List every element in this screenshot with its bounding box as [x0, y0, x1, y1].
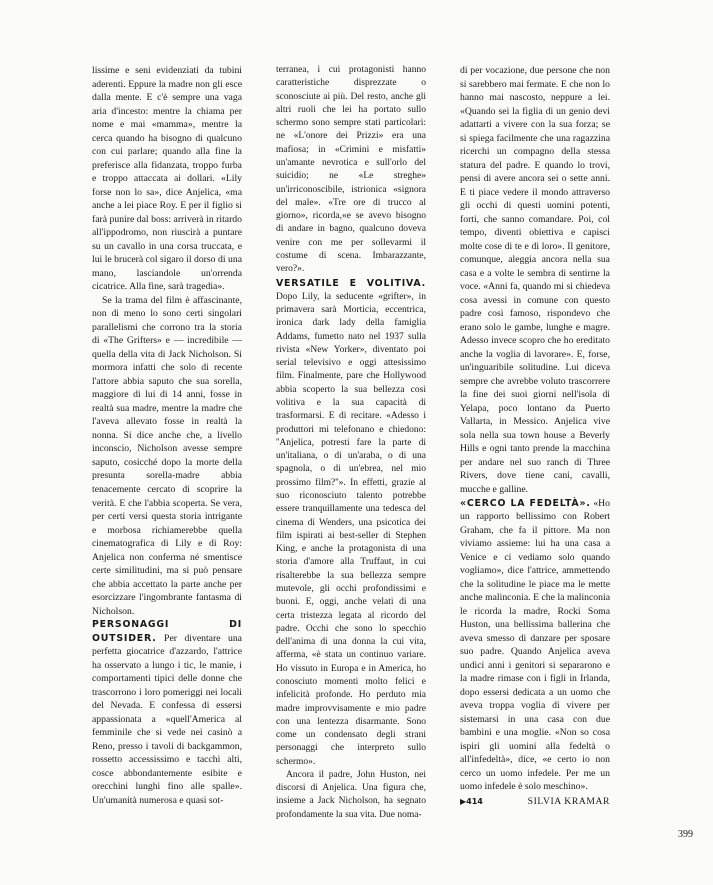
paragraph: Se la trama del film è affascinante, non di meno lo sono certi singolari parallelismi che corrono tra la storia di «The Grifters» e — incredibile — quella della vita di Jack Nicholson. Si mormora infatti che solo di recente l'attore abbia saputo che sua sorella, maggiore di lui di 14 anni, fosse in realtà sua madre, mentre la madre che l'aveva allevato fosse in realtà la nonna. Si dice anche che, a livello inconscio, Nicholson avesse sempre saputo, cosicché dopo la morte della presunta sorella-madre abbia tenacemente cercato di scoprire la verità. E che l'abbia scoperta. Se vera, per certi versi questa storia intrigante e morbosa richiamerebbe quella cinematografica di Lily e di Roy: Anjelica non conferma né smentisce certe similitudini, ma si può pensare che abbia accettato la parte anche per esorcizzare l'ingombrante fantasma di Nicholson. [92, 294, 242, 617]
article-signoff [460, 795, 610, 809]
article-column-1 [92, 64, 242, 807]
continued-on-page-marker: ▶414 [460, 796, 483, 806]
paragraph-with-subheading [460, 497, 610, 794]
subheading-versatile: VERSATILE E VOLITIVA. [276, 277, 426, 289]
article-column-3 [460, 64, 610, 808]
paragraph-with-subheading [276, 277, 426, 769]
author-byline: SILVIA KRAMAR [527, 795, 610, 807]
article-column-2 [276, 64, 426, 822]
paragraph-text: Dopo Lily, la seducente «grifter», in primavera sarà Morticia, eccentrica, ironica dark lady della famiglia Addams, fumetto nato nel 1937 sulla rivista «New Yorker», diventato poi serial televisivo e oggi attesissimo film. Finalmente, pare che Hollywood abbia scoperto la sua bellezza così volitiva e la sua capacità di trasformarsi. E di recitare. «Adesso i produttori mi telefonano e chiedono: ''Anjelica, potresti fare la parte di un'italiana, o di un'araba, o di una spagnola, o di un'ebrea, nel mio prossimo film?''». In effetti, grazie al suo riconosciuto talento potrebbe essere tranquillamente una tedesca del cinema di Wenders, una psicotica dei film ispirati ai best-seller di Stephen King, e anche la protagonista di una storia d'amore alla Truffaut, in cui risalterebbe la sua bellezza sempre mutevole, gli occhi profondissimi e buoni. E, oggi, anche velati di una certa tristezza legata al ricordo del padre. Occhi che sono lo specchio dell'anima di una donna la cui vita, afferma, «è stata un continuo variare. Ho vissuto in Europa e in America, ho conosciuto momenti molto felici e infelicità profonde. Ho perduto mia madre improvvisamente e mio padre con una lentezza disarmante. Sono come un condensato degli strani personaggi che interpreto sullo schermo». [276, 291, 426, 767]
paragraph: Ancora il padre, John Huston, nei discorsi di Anjelica. Una figura che, insieme a Jack Nicholson, ha segnato profondamente la sua vita. Due noma- [276, 769, 426, 820]
subheading-personaggi: PERSONAGGI DI OUTSIDER. [92, 619, 242, 644]
paragraph: terranea, i cui protagonisti hanno caratteristiche disprezzate o sconosciute ai più. Del resto, anche gli altri ruoli che lei ha portato sullo schermo sono sempre stati particolari: ne «L'onore dei Prizzi» era una mafiosa; in «Crimini e misfatti» un'amante nevrotica e sull'orlo del suicidio; ne «Le streghe» un'irriconoscibile, istrionica «signora del male». «Tre ore di trucco al giorno», ricorda,«e se avevo bisogno di andare in bagno, qualcuno doveva venire con me per sollevarmi il costume di scena. Imbarazzante, vero?». [276, 65, 426, 275]
paragraph-text: «Ho un rapporto bellissimo con Robert Graham, che fa il pittore. Ma non viviamo assieme: lui ha una casa a Venice e ci vediamo solo quando vogliamo», dice l'attrice, ammettendo che la solitudine le piace ma le mette anche malinconia. E che la malinconia le ricorda la madre, Rocki Soma Huston, una bellissima ballerina che aveva smesso di danzare per sposare suo padre. Quando Anjelica aveva undici anni i genitori si separarono e la madre rimase con i figli in Irlanda, dopo essersi dedicata a un uomo che aveva troppa voglia di vivere per sistemarsi in una casa con due bambini e una moglie. «Non so cosa ispiri gli uomini alla fedeltà o all'infedeltà», dice, «e certo io non cerco un uomo infedele. Per me un uomo infedele è solo meschino». [460, 497, 610, 793]
paragraph-with-subheading [92, 618, 242, 807]
paragraph-text: Per diventare una perfetta giocatrice d'azzardo, l'attrice ha osservato a lungo i tic, le manie, i comportamenti tipici delle donne che trascorrono i loro pomeriggi nei locali del Nevada. E confessa di essersi appassionata a «quell'America al femminile che si vede nei casinò a Reno, presso i tavoli di backgammon, rossetto accessissimo e tacchi alti, cosce abbondantemente esibite e orecchini lunghi fino alle spalle». Un'umanità numerosa e quasi sot- [92, 632, 242, 806]
subheading-cerco-la-fedelta: «CERCO LA FEDELTÀ». [460, 497, 591, 509]
paragraph: lissime e seni evidenziati da tubini aderenti. Eppure la madre non gli esce dalla mente. E c'è sempre una vaga aria d'incesto: mentre la chiama per nome e mai «mamma», mentre la cerca quando ha bisogno di qualcuno con cui parlare; quando alla fine la preferisce alla fidanzata, troppo furba e troppo attaccata ai dollari. «Lily forse non lo sa», dice Anjelica, «ma anche a lei piace Roy. E per il figlio si farà punire dal boss: arriverà in ritardo all'ippodromo, non riuscirà a puntare su un cavallo in una corsa truccata, e lui le brucerà col sigaro il dorso di una mano, lasciandole un'orrenda cicatrice. Alla fine, sarà tragedia». [92, 65, 242, 293]
page-number: 399 [678, 829, 693, 840]
paragraph: di per vocazione, due persone che non si sarebbero mai fermate. E che non lo hanno mai nascosto, neppure a lei. «Quando sei la figlia di un genio devi adattarti a vivere con la sua forza; se si spiega facilmente che una ragazzina ricerchi un compagno della stessa statura del padre. E quando lo trovi, pensi di avere ancora sei o sette anni. E ti piace vedere il mondo attraverso gli occhi di questi uomini potenti, forti, che sanno comandare. Poi, col tempo, diventi obiettiva e capisci molte cose di te e di loro». Il genitore, comunque, aleggia ancora nella sua casa e a volte le sembra di sentirne la voce. «Anni fa, quando mi si chiedeva cosa avessi in comune con questo padre così famoso, rispondevo che erano solo le gambe, lunghe e magre. Adesso invece scopro che ho ereditato anche la voglia di lavorare». E, forse, un'inguaribile solitudine. Lui diceva sempre che avrebbe voluto trascorrere la fine dei suoi giorni nell'isola di Yelapa, poco lontano da Puerto Vallarta, in Messico. Anjelica vive sola nella sua town house a Beverly Hills e ogni tanto prende la macchina per andare nel suo ranch di Three Rivers, dove tiene cani, cavalli, mucche e galline. [460, 65, 610, 495]
